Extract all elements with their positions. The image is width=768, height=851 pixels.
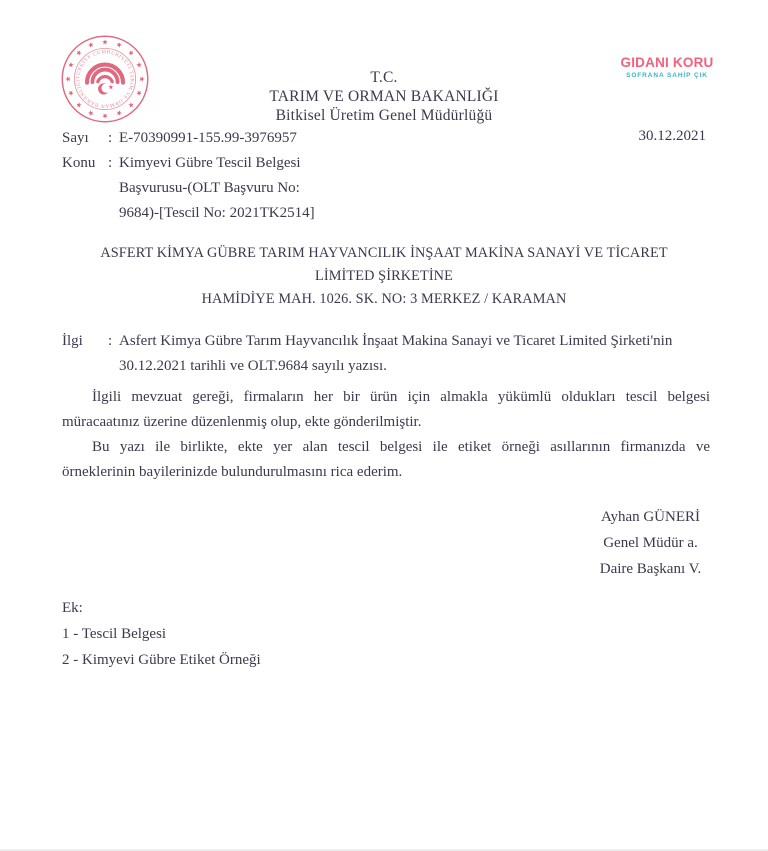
- recipient-line: ASFERT KİMYA GÜBRE TARIM HAYVANCILIK İNŞAAT MAKİNA SANAYİ VE TİCARET: [100, 245, 668, 261]
- sayi-value: E-70390991-155.99-3976957: [119, 130, 297, 146]
- attachments-label: Ek:: [62, 600, 83, 616]
- body-paragraph-line: İlgili mevzuat gereği, firmaların her bir ürün için almakla yükümlü oldukları tescil belgesi: [92, 389, 710, 405]
- signature-block: [583, 504, 718, 582]
- attachment-item: 2 - Kimyevi Gübre Etiket Örneği: [62, 652, 261, 668]
- ministry-name: TARIM VE ORMAN BAKANLIĞI: [269, 88, 499, 105]
- letter-body: [62, 385, 710, 485]
- document-meta: [62, 126, 315, 226]
- body-paragraph-line: müracaatınız üzerine düzenlenmiş olup, ekte gönderilmiştir.: [62, 414, 422, 430]
- signer-title: Daire Başkanı V.: [599, 561, 702, 577]
- konu-value: [119, 151, 315, 226]
- konu-value-line: 9684)-[Tescil No: 2021TK2514]: [119, 205, 315, 221]
- gidani-koru-logo: [602, 55, 732, 79]
- sayi-label: Sayı: [62, 130, 89, 146]
- sayi-row: [62, 126, 315, 151]
- konu-separator: :: [108, 155, 113, 171]
- reference-block: [62, 329, 715, 379]
- signer-title: Genel Müdür a.: [603, 535, 698, 551]
- reference-line: Asfert Kimya Gübre Tarım Hayvancılık İnşaat Makina Sanayi ve Ticaret Limited Şirketi'nin: [119, 333, 673, 349]
- recipient-line: LİMİTED ŞİRKETİNE: [315, 268, 453, 284]
- konu-label: Konu: [62, 155, 96, 171]
- reference-value: [119, 329, 715, 379]
- seal-circular-text: TÜRKİYE CUMHURİYETİ TARIM VE ORMAN BAKANLIĞI: [76, 50, 134, 108]
- konu-value-line: Başvurusu-(OLT Başvuru No:: [119, 180, 300, 196]
- konu-value-line: Kimyevi Gübre Tescil Belgesi: [119, 155, 301, 171]
- attachments-block: [62, 595, 261, 673]
- recipient-line: HAMİDİYE MAH. 1026. SK. NO: 3 MERKEZ / KARAMAN: [201, 291, 567, 307]
- attachment-item: 1 - Tescil Belgesi: [62, 626, 167, 642]
- sayi-separator: :: [108, 130, 113, 146]
- directorate-name: Bitkisel Üretim Genel Müdürlüğü: [275, 107, 493, 124]
- recipient-block: [0, 242, 768, 311]
- konu-row: [62, 151, 315, 226]
- body-paragraph-line: Bu yazı ile birlikte, ekte yer alan tescil belgesi ile etiket örneği asıllarının firmanızda ve: [92, 439, 710, 455]
- campaign-title: GIDANI KORU: [620, 55, 714, 70]
- republic-abbr: T.C.: [370, 69, 398, 86]
- reference-separator: :: [108, 333, 113, 349]
- reference-line: 30.12.2021 tarihli ve OLT.9684 sayılı yazısı.: [119, 358, 387, 374]
- body-paragraph-line: örneklerinin bayilerinizde bulundurulmasını rica ederim.: [62, 464, 403, 480]
- reference-label: İlgi: [62, 333, 83, 349]
- signer-name: Ayhan GÜNERİ: [600, 509, 701, 525]
- campaign-subtitle: SOFRANA SAHİP ÇIK: [626, 72, 708, 79]
- document-date: 30.12.2021: [638, 128, 706, 144]
